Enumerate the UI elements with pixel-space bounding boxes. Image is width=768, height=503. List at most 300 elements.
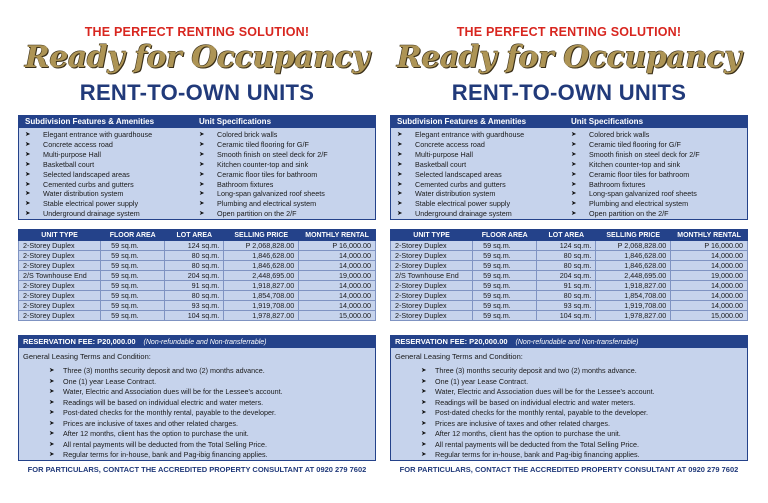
feature-item [199,209,375,219]
table-cell: 14,000.00 [299,301,376,311]
arrow-bullet-icon: ➤ [49,451,55,458]
arrow-bullet-icon: ➤ [397,140,403,148]
feature-item-text: Selected landscaped areas [415,169,502,179]
table-cell: 59 sq.m. [473,281,537,291]
table-cell: 1,918,827.00 [596,281,671,291]
table-cell: 2-Storey Duplex [19,251,101,261]
flyer-left [18,0,376,503]
table-cell: 80 sq.m. [165,291,224,301]
table-cell: P 2,068,828.00 [224,241,299,251]
arrow-bullet-icon: ➤ [199,150,205,158]
table-cell: 14,000.00 [299,251,376,261]
unit-specifications-title: Unit Specifications [199,117,272,126]
feature-item [199,160,375,170]
table-row [391,251,748,261]
table-cell: 2-Storey Duplex [391,261,473,271]
contact-line: FOR PARTICULARS, CONTACT THE ACCREDITED PROPERTY CONSULTANT AT 0920 279 7602 [27,465,367,474]
headline: Ready for Occupancy [24,40,370,75]
feature-item-text: Bathroom fixtures [589,179,646,189]
arrow-bullet-icon: ➤ [421,377,427,385]
tagline: THE PERFECT RENTING SOLUTION! [456,25,682,39]
leasing-term [421,377,747,388]
arrow-bullet-icon: ➤ [571,131,577,138]
table-cell: 59 sq.m. [101,291,165,301]
table-cell: 59 sq.m. [101,281,165,291]
arrow-bullet-icon: ➤ [397,150,403,158]
feature-item [25,180,197,190]
feature-item-text: Water distribution system [43,189,124,199]
table-cell: 59 sq.m. [473,311,537,321]
leasing-term-text: Post-dated checks for the monthly rental, payable to the developer. [63,408,276,417]
table-cell: 2-Storey Duplex [19,281,101,291]
arrow-bullet-icon: ➤ [571,180,577,188]
feature-item-text: Plumbing and electrical system [589,199,689,209]
table-cell: 14,000.00 [299,261,376,271]
table-cell: 59 sq.m. [473,301,537,311]
feature-item [397,160,569,170]
arrow-bullet-icon: ➤ [25,200,31,208]
arrow-bullet-icon: ➤ [421,367,427,374]
leasing-term-text: All rental payments will be deducted from the Total Selling Price. [63,439,268,449]
table-cell: 2-Storey Duplex [391,281,473,291]
feature-item-text: Stable electrical power supply [43,199,139,209]
subdivision-features-title: Subdivision Features & Amenities [25,117,155,126]
feature-item [571,189,747,199]
table-cell: 1,846,628.00 [596,261,671,271]
table-cell: 1,846,628.00 [224,261,299,271]
arrow-bullet-icon: ➤ [49,409,55,416]
units-table-header-cell: FLOOR AREA [473,230,537,241]
reservation-fee: RESERVATION FEE: P20,000.00 [395,337,508,346]
table-cell: 124 sq.m. [165,241,224,251]
table-cell: 14,000.00 [671,301,748,311]
arrow-bullet-icon: ➤ [421,419,427,427]
leasing-term [49,408,375,419]
arrow-bullet-icon: ➤ [25,180,31,188]
units-table-header-cell: SELLING PRICE [596,230,671,241]
table-cell: P 16,000.00 [299,241,376,251]
leasing-term [49,398,375,409]
table-cell: 59 sq.m. [101,311,165,321]
table-cell: P 2,068,828.00 [596,241,671,251]
arrow-bullet-icon: ➤ [571,190,577,198]
feature-item [397,189,569,199]
table-row [391,301,748,311]
arrow-bullet-icon: ➤ [25,140,31,148]
feature-item-text: Plumbing and electrical system [217,199,317,209]
arrow-bullet-icon: ➤ [199,190,205,198]
feature-item [25,199,197,209]
subdivision-features-list [19,128,197,219]
leasing-term [421,440,747,451]
feature-item-text: Basketball court [415,159,467,169]
table-cell: 2-Storey Duplex [391,301,473,311]
leasing-term [421,398,747,409]
reservation-fee-bar [391,336,747,348]
feature-item [571,170,747,180]
feature-item-text: Ceramic floor tiles for bathroom [589,169,690,179]
table-cell: 204 sq.m. [165,271,224,281]
units-table-header-cell: LOT AREA [537,230,596,241]
table-cell: 93 sq.m. [537,301,596,311]
leasing-term-text: Regular terms for in-house, bank and Pag-ibig financing applies. [63,450,268,459]
arrow-bullet-icon: ➤ [49,419,55,427]
table-row [391,241,748,251]
units-table-header-cell: MONTHLY RENTAL [299,230,376,241]
features-box [390,115,748,220]
feature-item [397,199,569,209]
table-cell: 80 sq.m. [537,251,596,261]
table-cell: 2,448,695.00 [224,271,299,281]
table-cell: 19,000.00 [299,271,376,281]
arrow-bullet-icon: ➤ [199,210,205,218]
leasing-box [18,335,376,461]
arrow-bullet-icon: ➤ [571,200,577,208]
arrow-bullet-icon: ➤ [199,140,205,148]
table-cell: 2-Storey Duplex [391,291,473,301]
features-header [19,116,375,128]
feature-item-text: Concrete access road [415,139,485,149]
table-cell: 80 sq.m. [165,261,224,271]
table-row [391,271,748,281]
table-cell: 1,919,708.00 [224,301,299,311]
table-cell: 80 sq.m. [165,251,224,261]
leasing-term-text: After 12 months, client has the option to purchase the unit. [435,429,621,438]
table-row [19,261,376,271]
feature-item-text: Elegant entrance with guardhouse [415,130,525,139]
table-row [19,251,376,261]
arrow-bullet-icon: ➤ [421,409,427,416]
table-cell: 1,919,708.00 [596,301,671,311]
units-table [18,229,376,321]
arrow-bullet-icon: ➤ [421,398,427,406]
general-terms-title: General Leasing Terms and Condition: [23,352,151,361]
table-cell: 124 sq.m. [537,241,596,251]
feature-item [199,130,375,140]
arrow-bullet-icon: ➤ [199,200,205,208]
general-terms-title: General Leasing Terms and Condition: [395,352,523,361]
feature-item-text: Open partition on the 2/F [217,209,297,219]
arrow-bullet-icon: ➤ [25,150,31,158]
units-table-header-cell: SELLING PRICE [224,230,299,241]
feature-item-text: Ceramic tiled flooring for G/F [589,139,681,149]
table-cell: 2/S Townhouse End [391,271,473,281]
table-cell: 14,000.00 [299,291,376,301]
subheadline: RENT-TO-OWN UNITS [451,80,687,105]
arrow-bullet-icon: ➤ [397,190,403,198]
feature-item [571,160,747,170]
table-cell: 59 sq.m. [101,271,165,281]
table-row [391,311,748,321]
table-cell: 2-Storey Duplex [19,311,101,321]
table-cell: 1,978,827.00 [224,311,299,321]
arrow-bullet-icon: ➤ [25,160,31,168]
feature-item [397,130,569,140]
arrow-bullet-icon: ➤ [571,170,577,178]
arrow-bullet-icon: ➤ [49,388,55,395]
reservation-fee-note: (Non-refundable and Non-transferrable) [515,339,639,346]
units-table-header-row [19,230,376,241]
table-cell: 14,000.00 [671,251,748,261]
feature-item-text: Elegant entrance with guardhouse [43,130,153,139]
table-cell: 1,846,628.00 [224,251,299,261]
table-cell: 91 sq.m. [537,281,596,291]
table-cell: 104 sq.m. [537,311,596,321]
table-row [19,281,376,291]
feature-item [25,130,197,140]
leasing-terms-list [391,366,747,461]
feature-item [199,170,375,180]
arrow-bullet-icon: ➤ [397,180,403,188]
table-cell: 15,000.00 [299,311,376,321]
leasing-term [421,450,747,461]
arrow-bullet-icon: ➤ [421,430,427,437]
units-table-header-row [391,230,748,241]
leasing-term [49,419,375,430]
arrow-bullet-icon: ➤ [25,131,31,138]
table-cell: 2-Storey Duplex [19,261,101,271]
arrow-bullet-icon: ➤ [571,150,577,158]
tagline: THE PERFECT RENTING SOLUTION! [84,25,310,39]
feature-item [25,170,197,180]
feature-item [199,180,375,190]
feature-item-text: Underground drainage system [415,209,512,219]
arrow-bullet-icon: ➤ [199,160,205,168]
units-table-header-cell: UNIT TYPE [19,230,101,241]
feature-item-text: Underground drainage system [43,209,140,219]
units-table-header-cell: MONTHLY RENTAL [671,230,748,241]
table-cell: 59 sq.m. [473,261,537,271]
leasing-term-text: Prices are inclusive of taxes and other related charges. [63,418,238,428]
feature-item [199,140,375,150]
table-cell: 2-Storey Duplex [391,241,473,251]
leasing-term [49,366,375,377]
feature-item [397,140,569,150]
feature-item-text: Bathroom fixtures [217,179,274,189]
feature-item-text: Basketball court [43,159,95,169]
feature-item [199,150,375,160]
subdivision-features-title: Subdivision Features & Amenities [397,117,527,126]
feature-item-text: Colored brick walls [217,130,278,139]
feature-item [25,209,197,219]
table-cell: 1,854,708.00 [224,291,299,301]
feature-item [25,140,197,150]
arrow-bullet-icon: ➤ [25,190,31,198]
features-box [18,115,376,220]
table-cell: 1,846,628.00 [596,251,671,261]
units-table-header-cell: FLOOR AREA [101,230,165,241]
unit-specifications-list [197,128,375,219]
feature-item [571,180,747,190]
feature-item [199,189,375,199]
table-row [19,291,376,301]
unit-specifications-list [569,128,747,219]
arrow-bullet-icon: ➤ [397,200,403,208]
leasing-term-text: One (1) year Lease Contract. [63,376,157,386]
feature-item-text: Smooth finish on steel deck for 2/F [589,149,700,159]
table-cell: 1,918,827.00 [224,281,299,291]
feature-item [571,199,747,209]
arrow-bullet-icon: ➤ [199,170,205,178]
table-cell: 59 sq.m. [473,291,537,301]
table-cell: 2-Storey Duplex [19,241,101,251]
feature-item-text: Water distribution system [415,189,496,199]
table-cell: 1,854,708.00 [596,291,671,301]
leasing-term-text: After 12 months, client has the option to purchase the unit. [63,429,249,438]
leasing-term-text: Three (3) months security deposit and two (2) months advance. [435,366,637,375]
leasing-term [421,408,747,419]
feature-item [571,130,747,140]
feature-item-text: Selected landscaped areas [43,169,130,179]
table-cell: 1,978,827.00 [596,311,671,321]
arrow-bullet-icon: ➤ [25,210,31,218]
table-cell: 59 sq.m. [101,301,165,311]
arrow-bullet-icon: ➤ [571,210,577,218]
arrow-bullet-icon: ➤ [49,398,55,406]
feature-item-text: Cemented curbs and gutters [43,179,134,189]
feature-item-text: Stable electrical power supply [415,199,511,209]
feature-item-text: Long-span galvanized roof sheets [589,189,697,199]
table-cell: 59 sq.m. [101,251,165,261]
table-cell: 104 sq.m. [165,311,224,321]
subheadline: RENT-TO-OWN UNITS [79,80,315,105]
feature-item [397,150,569,160]
feature-item [397,170,569,180]
flyer-right [390,0,748,503]
leasing-term-text: Readings will be based on individual electric and water meters. [63,397,264,407]
reservation-fee: RESERVATION FEE: P20,000.00 [23,337,136,346]
table-cell: 59 sq.m. [473,241,537,251]
leasing-term-text: Three (3) months security deposit and two (2) months advance. [63,366,265,375]
units-table-header-cell: LOT AREA [165,230,224,241]
table-row [391,261,748,271]
leasing-term [49,387,375,398]
leasing-term-text: Post-dated checks for the monthly rental, payable to the developer. [435,408,648,417]
feature-item-text: Kitchen counter-top and sink [589,159,681,169]
feature-item [397,180,569,190]
table-cell: 15,000.00 [671,311,748,321]
table-cell: 14,000.00 [671,261,748,271]
table-cell: 204 sq.m. [537,271,596,281]
leasing-term-text: Regular terms for in-house, bank and Pag-ibig financing applies. [435,450,640,459]
leasing-term [49,377,375,388]
table-row [19,271,376,281]
table-cell: 2,448,695.00 [596,271,671,281]
feature-item [25,150,197,160]
feature-item-text: Ceramic tiled flooring for G/F [217,139,309,149]
feature-item-text: Smooth finish on steel deck for 2/F [217,149,328,159]
arrow-bullet-icon: ➤ [49,430,55,437]
arrow-bullet-icon: ➤ [421,388,427,395]
arrow-bullet-icon: ➤ [571,160,577,168]
arrow-bullet-icon: ➤ [199,180,205,188]
leasing-terms-list [19,366,375,461]
leasing-term-text: One (1) year Lease Contract. [435,376,529,386]
reservation-fee-bar [19,336,375,348]
feature-item-text: Concrete access road [43,139,113,149]
table-cell: 93 sq.m. [165,301,224,311]
table-cell: 14,000.00 [299,281,376,291]
arrow-bullet-icon: ➤ [421,440,427,448]
table-cell: 59 sq.m. [473,251,537,261]
contact-line: FOR PARTICULARS, CONTACT THE ACCREDITED PROPERTY CONSULTANT AT 0920 279 7602 [399,465,739,474]
table-cell: 19,000.00 [671,271,748,281]
leasing-term-text: All rental payments will be deducted from the Total Selling Price. [435,439,640,449]
leasing-term [421,419,747,430]
table-row [19,241,376,251]
table-row [391,281,748,291]
units-table-body [19,241,376,321]
table-cell: 59 sq.m. [473,271,537,281]
units-table-header-cell: UNIT TYPE [391,230,473,241]
feature-item [25,160,197,170]
arrow-bullet-icon: ➤ [397,160,403,168]
leasing-term-text: Water, Electric and Association dues will be for the Lessee's account. [435,387,655,396]
leasing-term [421,387,747,398]
table-cell: 14,000.00 [671,291,748,301]
features-header [391,116,747,128]
table-cell: 2-Storey Duplex [19,291,101,301]
feature-item-text: Open partition on the 2/F [589,209,669,219]
table-cell: 2-Storey Duplex [19,301,101,311]
leasing-term [49,429,375,440]
arrow-bullet-icon: ➤ [49,367,55,374]
leasing-term [49,440,375,451]
table-row [19,301,376,311]
leasing-term [49,450,375,461]
leasing-term [421,429,747,440]
arrow-bullet-icon: ➤ [397,210,403,218]
table-cell: 14,000.00 [671,281,748,291]
feature-item-text: Ceramic floor tiles for bathroom [217,169,318,179]
arrow-bullet-icon: ➤ [397,170,403,178]
feature-item-text: Cemented curbs and gutters [415,179,506,189]
feature-item-text: Colored brick walls [589,130,650,139]
arrow-bullet-icon: ➤ [49,377,55,385]
feature-item [571,140,747,150]
table-row [19,311,376,321]
arrow-bullet-icon: ➤ [199,131,205,138]
feature-item [199,199,375,209]
leasing-term-text: Prices are inclusive of taxes and other related charges. [435,418,610,428]
leasing-term [421,366,747,377]
table-cell: 59 sq.m. [101,261,165,271]
feature-item [571,150,747,160]
headline: Ready for Occupancy [396,40,742,75]
feature-item [397,209,569,219]
table-cell: 91 sq.m. [165,281,224,291]
unit-specifications-title: Unit Specifications [571,117,644,126]
arrow-bullet-icon: ➤ [421,451,427,458]
table-cell: 59 sq.m. [101,241,165,251]
units-table [390,229,748,321]
feature-item-text: Kitchen counter-top and sink [217,159,309,169]
feature-item [571,209,747,219]
table-cell: 2-Storey Duplex [391,311,473,321]
leasing-term-text: Water, Electric and Association dues will be for the Lessee's account. [63,387,283,396]
feature-item [25,189,197,199]
units-table-body [391,241,748,321]
arrow-bullet-icon: ➤ [49,440,55,448]
feature-item-text: Multi-purpose Hall [415,149,473,159]
table-cell: 80 sq.m. [537,261,596,271]
feature-item-text: Long-span galvanized roof sheets [217,189,325,199]
subdivision-features-list [391,128,569,219]
feature-item-text: Multi-purpose Hall [43,149,101,159]
table-cell: 80 sq.m. [537,291,596,301]
arrow-bullet-icon: ➤ [397,131,403,138]
arrow-bullet-icon: ➤ [25,170,31,178]
